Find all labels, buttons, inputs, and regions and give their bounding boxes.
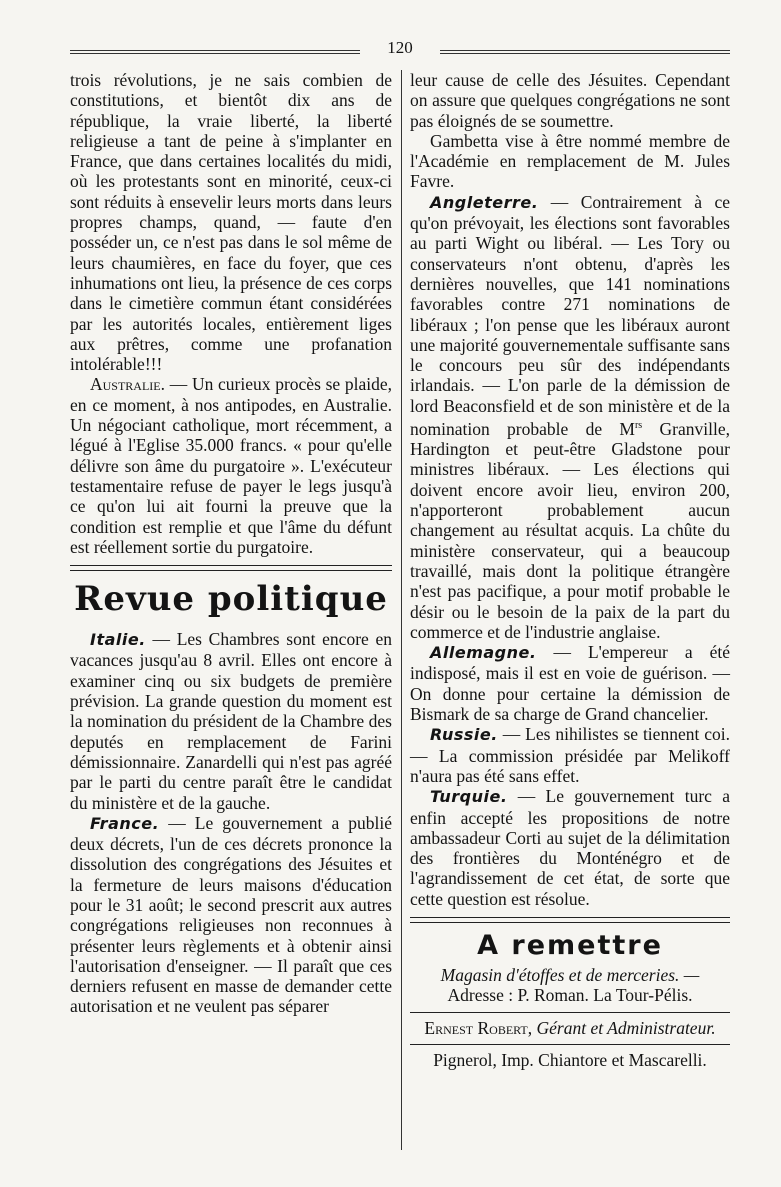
gerant-role: Gérant et Administrateur. <box>536 1017 716 1038</box>
notice-title: A remettre <box>477 930 663 961</box>
paragraph-russie <box>410 724 730 786</box>
header-rule-right <box>440 50 730 54</box>
paragraph-angleterre <box>410 192 730 642</box>
paragraph-allemagne <box>410 642 730 724</box>
left-column <box>70 70 392 1017</box>
gerant-name: Ernest Robert, <box>424 1017 533 1038</box>
paragraph-turquie <box>410 786 730 909</box>
heading-france: France. <box>90 813 160 833</box>
paragraph-australie <box>70 374 392 557</box>
paragraph-religious-liberty: trois révolutions, je ne sais combien de constitutions, et bientôt dix ans de république, la vraie liberté, la liberté religieuse a tant de peine à s'implanter en France, que dans certaines localités du midi, où les protestants sont en minorité, ceux-ci sont réduits à ensevelir leurs morts dans leurs propres champs, quand, — faute d'en posséder un, ce n'est pas dans le sol même de leurs chaumières, en face du foyer, que ces inhumations ont lieu, la présence de ces corps dans le cimetière commun étant considérées par les autorités locales, entièrement liges aux prêtres, comme une profanation intolérable!!! <box>70 70 392 375</box>
page-header <box>70 38 730 62</box>
paragraph-france <box>70 813 392 1017</box>
imprint-gerant <box>410 1018 730 1038</box>
heading-allemagne: Allemagne. <box>430 643 537 663</box>
heading-russie: Russie. <box>430 725 498 745</box>
section-divider <box>70 565 392 571</box>
paragraph-gambetta: Gambetta vise à être nommé membre de l'Académie en remplacement de M. Jules Favre. <box>410 130 730 192</box>
imprint-divider-1 <box>410 1012 730 1013</box>
text-allemagne: — L'empereur a été indisposé, mais il est en voie de guérison. — On donne pour certaine la démission de Bismark de sa charge de Grand chancelier. <box>410 642 731 725</box>
column-divider <box>401 70 402 1150</box>
text-france: — Le gouvernement a publié deux décrets, l'un de ces décrets prononce la dissolution des congrégations des Jésuites et la fermeture de leurs maisons d'éducation pour le 31 août; le second prescrit aux autres congrégations religieuses non reconnues à présenter leurs règlements et à obtenir ainsi l'autorisation d'enseigner. — Il paraît que ces derniers refusent en masse de demander cette autorisation et ne veulent pas séparer <box>70 812 393 1017</box>
heading-australie: Australie. <box>90 374 166 395</box>
heading-italie: Italie. <box>90 630 146 650</box>
page-number: 120 <box>387 38 413 57</box>
notice-line-2: Adresse : P. Roman. La Tour-Pélis. <box>447 985 693 1006</box>
imprint-printer: Pignerol, Imp. Chiantore et Mascarelli. <box>433 1049 707 1070</box>
text-russie: — Les nihilistes se tiennent coi. — La commission présidée par Melikoff n'aura pas été sans effet. <box>410 724 730 786</box>
text-australie: — Un curieux procès se plaide, en ce moment, à nos antipodes, en Australie. Un négociant catholique, mort récemment, a légué à l'Eglise 35.000 francs. « pour qu'elle délivre son âme du purgatoire ». L'exécuteur testamentaire refuse de payer le legs jusqu'à ce qu'on lui ait fourni la preuve que la condition est remplie et que l'âme du défunt est réellement sortie du purgatoire. <box>70 374 393 557</box>
text-italie: — Les Chambres sont encore en vacances jusqu'au 8 avril. Elles ont encore à examiner cinq ou six budgets de première prévision. La grande question du moment est la nomination du président de la Chambre des deputés en remplacement de Farini démissionnaire. Zanardelli qui n'est pas agréé par le parti du centre paraît être le candidat du ministère et de la gauche. <box>70 629 393 813</box>
imprint-divider-2 <box>410 1044 730 1045</box>
text-turquie: — Le gouvernement turc a enfin accepté les propositions de notre ambassadeur Corti au sujet de la délimitation des frontières du Monténégro et de l'agrandissement de cet état, de sorte que cette question est résolue. <box>410 786 730 909</box>
section-title: Revue politique <box>74 579 388 620</box>
superscript-mrs: rs <box>634 420 643 432</box>
text-angleterre-b: Granville, Hardington et peut-être Gladstone pour ministres libéraux. — Les élections qui doivent encore avoir lieu, environ 200, n'apporteront probablement aucun changement au résultat acquis. La chûte du ministère conservateur, qui a beaucoup travaillé, mais dont la politique étrangère n'est pas pacifique, a pour motif probable le désir ou le besoin de la paix de la part du commerce et de l'industrie anglaise. <box>410 418 730 642</box>
heading-turquie: Turquie. <box>430 787 508 807</box>
text-angleterre-a: — Contrairement à ce qu'on prévoyait, les élections sont favorables au parti Wight ou libéral. — Les Tory ou conservateurs n'ont obtenu, d'après les dernières nouvelles, que 141 nominations favorables contre 271 nominations de libéraux ; l'on pense que les libéraux auront une majorité gouvernementale suffisante sans le concours peu sûr des indépendants irlandais. — L'on parle de la démission de lord Beaconsfield et de son ministère et de la nomination probable de M <box>410 191 731 439</box>
notice-line-1: Magasin d'étoffes et de merceries. — <box>440 965 700 985</box>
heading-angleterre: Angleterre. <box>430 192 539 212</box>
right-column <box>410 70 730 1070</box>
paragraph-jesuites-cont: leur cause de celle des Jésuites. Cependant on assure que quelques congrégations ne sont pas éloignés de se soumettre. <box>410 70 730 131</box>
paragraph-italie <box>70 629 392 813</box>
notice-divider <box>410 917 730 923</box>
